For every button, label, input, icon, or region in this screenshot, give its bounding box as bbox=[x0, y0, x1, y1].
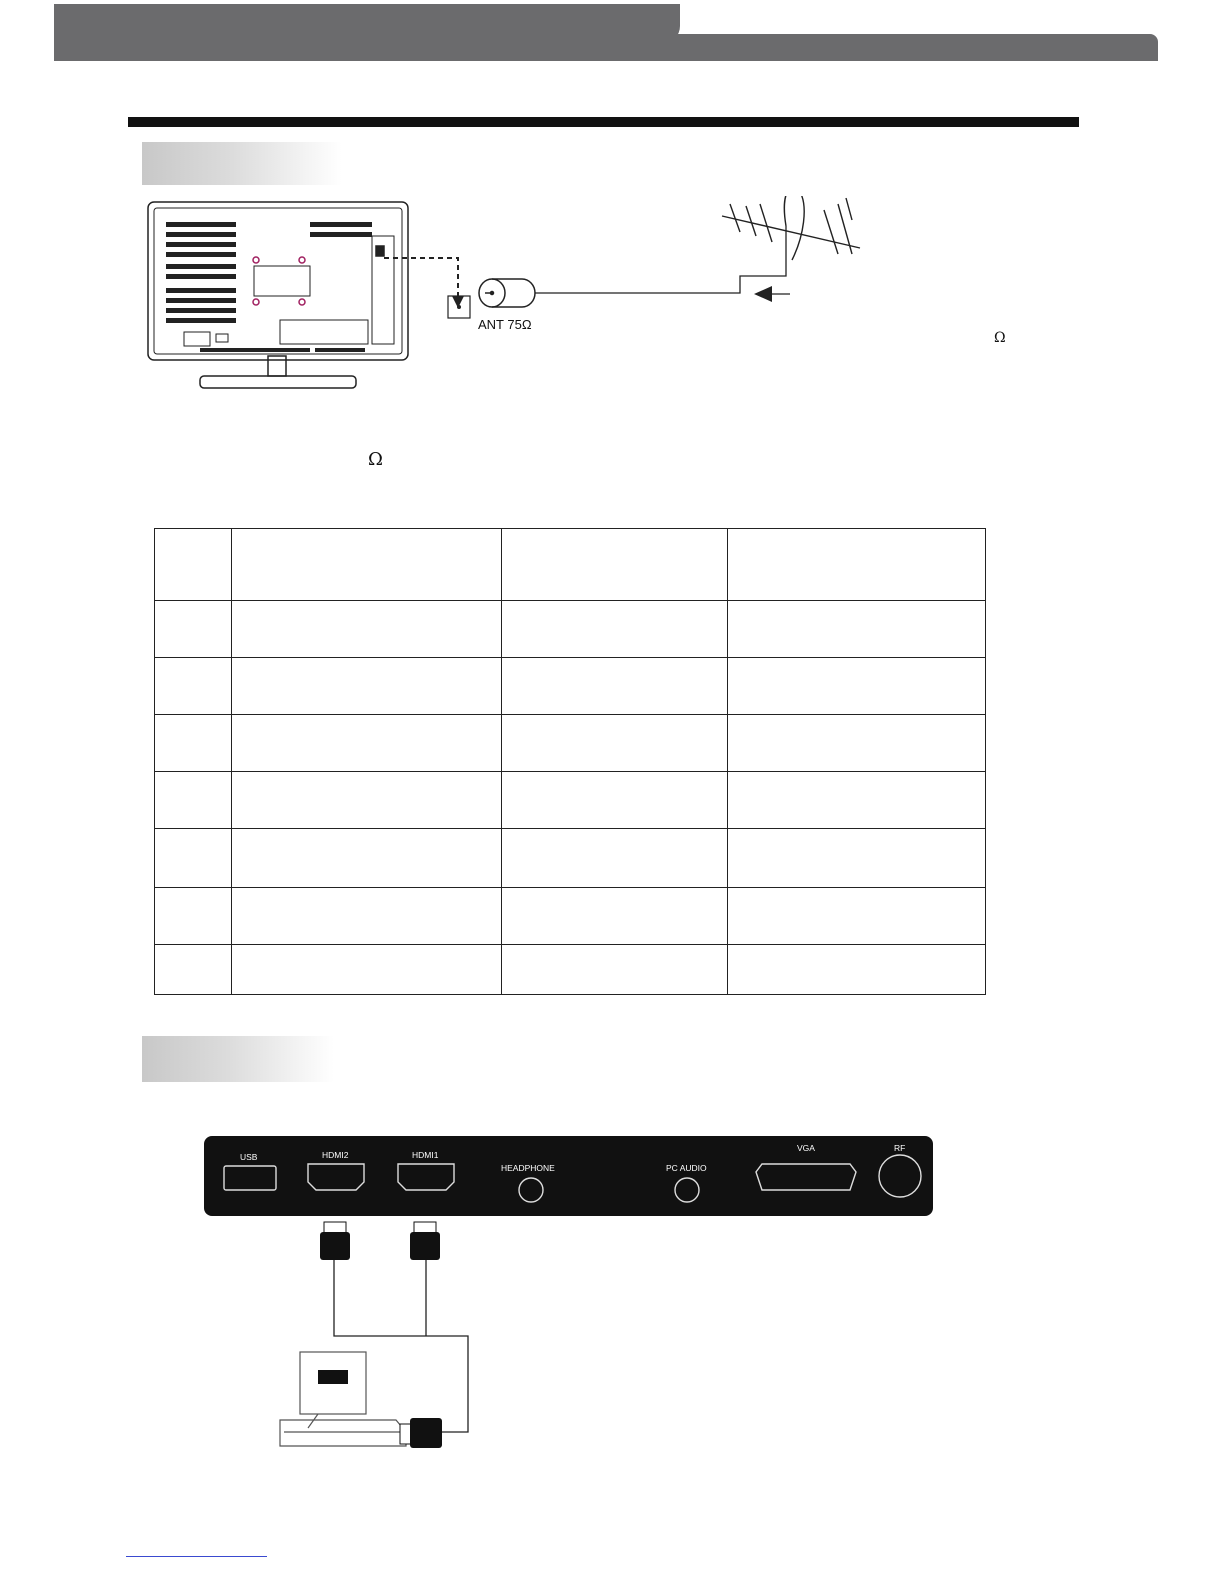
ant-connector-label: ANT 75Ω bbox=[478, 317, 532, 332]
table-cell bbox=[232, 715, 502, 772]
table-cell bbox=[728, 715, 986, 772]
table-cell bbox=[502, 658, 728, 715]
table-cell bbox=[232, 772, 502, 829]
table-row bbox=[155, 715, 986, 772]
port-label-headphone: HEADPHONE bbox=[501, 1163, 555, 1173]
hdmi-connection-diagram bbox=[200, 1132, 940, 1472]
table-row bbox=[155, 601, 986, 658]
footer-link-underline[interactable] bbox=[126, 1556, 267, 1557]
table-cell bbox=[502, 829, 728, 888]
omega-symbol: Ω bbox=[994, 330, 1006, 346]
port-label-usb: USB bbox=[240, 1152, 258, 1162]
port-label-rf: RF bbox=[894, 1143, 906, 1153]
table-row bbox=[155, 529, 986, 601]
table-row bbox=[155, 829, 986, 888]
hdmi-cable-plug bbox=[320, 1222, 440, 1260]
table-cell bbox=[502, 945, 728, 995]
section-tab-hdmi bbox=[142, 1036, 334, 1082]
table-cell bbox=[728, 601, 986, 658]
table-cell bbox=[502, 772, 728, 829]
table-cell bbox=[728, 888, 986, 945]
table-cell bbox=[728, 658, 986, 715]
table-cell bbox=[155, 945, 232, 995]
table-cell bbox=[232, 601, 502, 658]
table-cell bbox=[232, 945, 502, 995]
antenna-connection-diagram bbox=[140, 196, 1040, 396]
rear-port-panel bbox=[204, 1136, 933, 1216]
table-cell bbox=[502, 888, 728, 945]
table-cell bbox=[502, 529, 728, 601]
table-cell bbox=[232, 829, 502, 888]
table-cell bbox=[155, 529, 232, 601]
source-device bbox=[280, 1352, 406, 1446]
port-label-pc-audio: PC AUDIO bbox=[666, 1163, 707, 1173]
table-cell bbox=[232, 658, 502, 715]
table-row bbox=[155, 945, 986, 995]
table-cell bbox=[155, 715, 232, 772]
tv-rear-view bbox=[148, 202, 408, 388]
table-cell bbox=[155, 658, 232, 715]
antenna-icon bbox=[722, 196, 860, 260]
table-row bbox=[155, 888, 986, 945]
omega-symbol: Ω bbox=[368, 449, 383, 470]
port-label-hdmi1: HDMI1 bbox=[412, 1150, 439, 1160]
table-cell bbox=[155, 772, 232, 829]
header-band bbox=[54, 4, 660, 61]
table-cell bbox=[728, 829, 986, 888]
table-cell bbox=[232, 529, 502, 601]
port-label-hdmi2: HDMI2 bbox=[322, 1150, 349, 1160]
hdmi-cable-plug bbox=[400, 1418, 442, 1448]
table-row bbox=[155, 658, 986, 715]
section-tab-antenna bbox=[142, 142, 342, 185]
header-band-extension bbox=[655, 34, 1158, 61]
port-label-vga: VGA bbox=[797, 1143, 815, 1153]
table-cell bbox=[502, 715, 728, 772]
section-rule bbox=[128, 117, 1079, 127]
table-cell bbox=[155, 601, 232, 658]
spec-table bbox=[154, 528, 986, 995]
coax-plug bbox=[479, 279, 535, 307]
table-cell bbox=[155, 829, 232, 888]
table-cell bbox=[155, 888, 232, 945]
table-cell bbox=[232, 888, 502, 945]
table-cell bbox=[728, 945, 986, 995]
table-cell bbox=[728, 529, 986, 601]
table-row bbox=[155, 772, 986, 829]
table-cell bbox=[502, 601, 728, 658]
table-cell bbox=[728, 772, 986, 829]
